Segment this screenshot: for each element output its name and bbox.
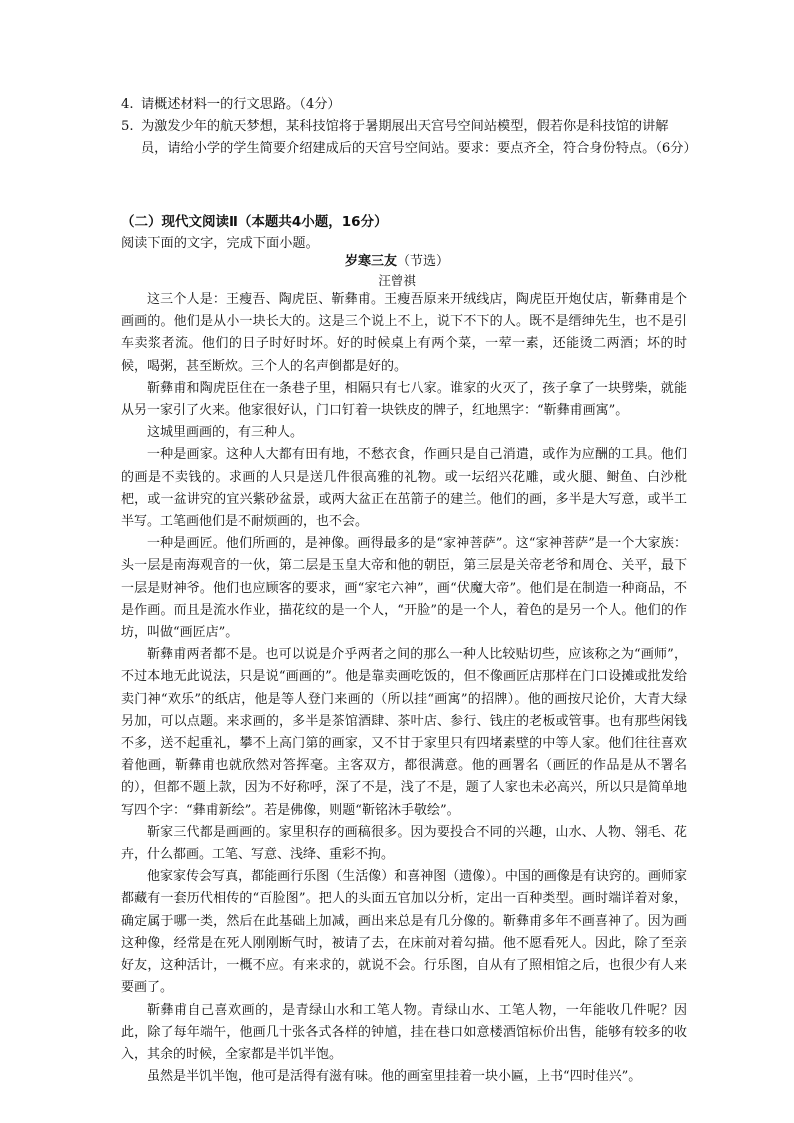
article-paragraph: 一种是画家。这种人大都有田有地，不愁衣食，作画只是自己消遣，或作为应酬的工具。他们的画是不卖钱的。求画的人只是送几件很高雅的礼物。或一坛绍兴花雕，或火腿、鲥鱼、白沙枇杷，或一盆讲究的宜兴紫砂盆景，或两大盆正在茁箭子的建兰。他们的画，多半是大写意，或半工半写。工笔画他们是不耐烦画的，也不会。 [121,447,687,530]
question-5 [121,116,697,160]
article-title-note: （节选） [397,254,450,269]
section-instruction: 阅读下面的文字，完成下面小题。 [121,236,319,251]
article-body [121,289,687,1088]
article-paragraph: 这三个人是：王瘦吾、陶虎臣、靳彝甫。王瘦吾原来开绒线店，陶虎臣开炮仗店，靳彝甫是个画画的。他们是从小一块长大的。这是三个说上不上，说下不下的人。既不是缙绅先生，也不是引车卖浆者流。他们的日子时好时坏。好的时候桌上有两个菜，一荤一素，还能烫二两酒；坏的时候，喝粥，甚至断炊。三个人的名声倒都是好的。 [121,292,687,374]
article-paragraph: 虽然是半饥半饱，他可是活得有滋有味。他的画室里挂着一块小匾，上书“四时佳兴”。 [147,1069,642,1085]
question-number: 4. [121,97,134,112]
question-text: 为激发少年的航天梦想，某科技馆将于暑期展出天宫号空间站模型，假若你是科技馆的讲解员，请给小学的学生简要介绍建成后的天宫号空间站。要求：要点齐全，符合身份特点。（6分） [141,119,697,156]
question-text: 请概述材料一的行文思路。（4分） [141,97,341,112]
article-paragraph: 靳家三代都是画画的。家里积存的画稿很多。因为要投合不同的兴趣，山水、人物、翎毛、花卉，什么都画。工笔、写意、浅绛、重彩不拘。 [121,824,687,863]
article-title-text: 岁寒三友 [344,254,397,269]
article-paragraph: 靳彝甫和陶虎臣住在一条巷子里，相隔只有七八家。谁家的火灭了，孩子拿了一块劈柴，就能从另一家引了火来。他家很好认，门口钉着一块铁皮的牌子，红地黑字：“靳彝甫画寓”。 [121,380,687,419]
article-paragraph: 这城里画画的，有三种人。 [147,425,304,441]
article-title [0,250,794,269]
question-number: 5. [121,119,134,134]
article-author: 汪曾祺 [378,273,416,288]
article-paragraph: 靳彝甫自己喜欢画的，是青绿山水和工笔人物。青绿山水、工笔人物，一年能收几件呢？因此，除了每年端午，他画几十张各式各样的钟馗，挂在巷口如意楼酒馆标价出售，能够有较多的收入，其余的时候，全家都是半饥半饱。 [121,1002,687,1062]
article-paragraph: 靳彝甫两者都不是。也可以说是介乎两者之间的那么一种人比较贴切些，应该称之为“画师”，不过本地无此说法，只是说“画画的”。他是靠卖画吃饭的，但不像画匠店那样在门口设摊或批发给卖门神“欢乐”的纸店，他是等人登门来画的（所以挂“画寓”的招牌）。他的画按尺论价，大青大绿另加，可以点题。来求画的，多半是茶馆酒肆、茶叶店、参行、钱庄的老板或管事。也有那些闲钱不多，送不起重礼，攀不上高门第的画家，又不甘于家里只有四堵素壁的中等人家。他们往往喜欢着他画，靳彝甫也就欣然对答挥毫。主客双方，都很满意。他的画署名（画匠的作品是从不署名的），但都不题上款，因为不好称呼，深了不是，浅了不是，题了人家也未必高兴，所以只是简单地写四个字：“彝甫新绘”。若是佛像，则题“靳铭沐手敬绘”。 [121,647,687,818]
article-paragraph: 他家家传会写真，都能画行乐图（生活像）和喜神图（遗像）。中国的画像是有诀窍的。画师家都藏有一套历代相传的“百脸图”。把人的头面五官加以分析，定出一百种类型。画时端详着对象，确定属于哪一类，然后在此基础上加减，画出来总是有几分像的。靳彝甫多年不画喜神了。因为画这种像，经常是在死人刚刚断气时，被请了去，在床前对着勾描。他不愿看死人。因此，除了至亲好友，这种活计，一概不应。有来求的，就说不会。行乐图，自从有了照相馆之后，也很少有人来要画了。 [121,869,687,996]
section-heading: （二）现代文阅读Ⅱ（本题共4小题，16分） [121,214,388,230]
question-4 [121,94,691,116]
article-paragraph: 一种是画匠。他们所画的，是神像。画得最多的是“家神菩萨”。这“家神菩萨”是一个大家族：头一层是南海观音的一伙，第二层是玉皇大帝和他的朝臣，第三层是关帝老爷和周仓、关平，最下一层是财神爷。他们也应顾客的要求，画“家宅六神”，画“伏魔大帝”。他们是在制造一种商品，不是作画。而且是流水作业，描花纹的是一个人，“开脸”的是一个人，着色的是另一个人。他们的作坊，叫做“画匠店”。 [121,536,687,641]
